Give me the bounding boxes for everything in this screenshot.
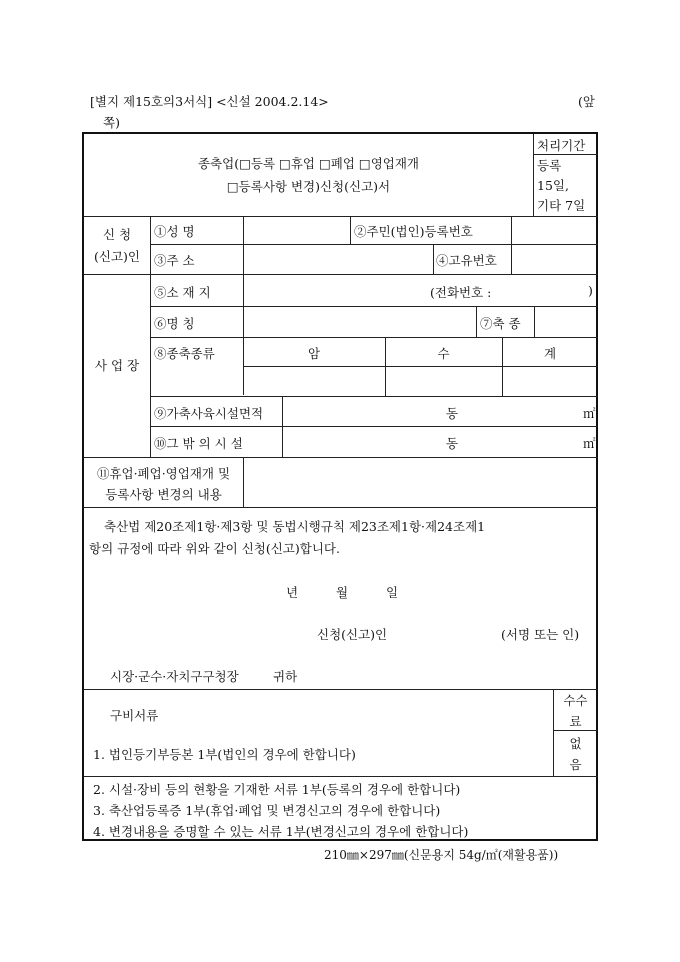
business-name-field[interactable] bbox=[245, 308, 475, 336]
document-item: 1. 법인등기부등본 1부(법인의 경우에 한합니다) bbox=[93, 747, 356, 762]
processing-period-line3: 기타 7일 bbox=[537, 198, 586, 213]
facility-area-label: ⑨가축사육시설면적 bbox=[154, 406, 264, 421]
unique-number-field[interactable] bbox=[513, 246, 597, 272]
application-form bbox=[82, 132, 598, 841]
document-item: 4. 변경내용을 증명할 수 있는 서류 1부(변경신고의 경우에 한합니다) bbox=[93, 824, 469, 839]
processing-period-label: 처리기간 bbox=[537, 138, 586, 153]
fee-value-1: 없 bbox=[569, 736, 582, 751]
applicant-section-label-1: 신 청 bbox=[102, 227, 132, 242]
business-name-label: ⑥명 칭 bbox=[154, 316, 195, 331]
changes-label-1: ⑪휴업·폐업·영업재개 및 bbox=[96, 466, 231, 481]
document-item: 2. 시설·장비 등의 현황을 기재한 서류 1부(등록의 경우에 한합니다) bbox=[93, 782, 461, 797]
documents-label: 구비서류 bbox=[110, 708, 159, 723]
document-item: 3. 축산업등록증 1부(휴업·폐업 및 변경신고의 경우에 한합니다) bbox=[93, 803, 441, 818]
fee-label-1: 수수 bbox=[563, 693, 588, 708]
facility-area-unit-dong: 동 bbox=[446, 406, 459, 421]
location-field[interactable] bbox=[245, 276, 425, 304]
changes-label-2: 등록사항 변경의 내용 bbox=[105, 487, 222, 502]
male-count-field[interactable] bbox=[387, 368, 501, 395]
species-field[interactable] bbox=[536, 308, 597, 336]
page-side-cont: 쪽) bbox=[103, 115, 120, 130]
form-title-line2: □등록사항 변경)신청(신고)서 bbox=[226, 179, 391, 194]
female-count-field[interactable] bbox=[245, 368, 384, 395]
other-facility-unit-sqm: ㎡ bbox=[583, 436, 596, 451]
col-male: 수 bbox=[437, 346, 450, 361]
other-facility-label: ⑩그 밖 의 시 설 bbox=[154, 436, 243, 451]
signature-note: (서명 또는 인) bbox=[501, 627, 580, 642]
col-total: 계 bbox=[543, 346, 557, 361]
page-side: (앞 bbox=[578, 94, 595, 109]
paper-spec: 210㎜×297㎜(신문용지 54g/㎡(재활용품)) bbox=[324, 848, 559, 862]
honorific: 귀하 bbox=[273, 669, 298, 684]
date-year: 년 bbox=[286, 585, 299, 600]
unique-number-label: ④고유번호 bbox=[436, 253, 497, 268]
declaration-text-1: 축산법 제20조제1항·제3항 및 동법시행규칙 제23조제1항·제24조제1 bbox=[104, 519, 486, 534]
address-field[interactable] bbox=[245, 246, 432, 272]
fee-label-2: 료 bbox=[569, 714, 582, 729]
breed-type-label: ⑧종축종류 bbox=[154, 346, 215, 361]
species-label: ⑦축 종 bbox=[480, 316, 521, 331]
declaration-text-2: 항의 규정에 따라 위와 같이 신청(신고)합니다. bbox=[89, 541, 340, 556]
business-section-label: 사 업 장 bbox=[94, 358, 140, 373]
resident-id-label: ②주민(법인)등록번호 bbox=[354, 224, 473, 239]
changes-content-field[interactable] bbox=[245, 459, 597, 505]
phone-label: (전화번호 : bbox=[430, 285, 492, 300]
form-title-line1: 종축업(□등록 □휴업 □폐업 □영업재개 bbox=[197, 156, 419, 171]
phone-close: ) bbox=[588, 283, 593, 298]
addressee: 시장·군수·자치구구청장 bbox=[110, 669, 239, 684]
name-field[interactable] bbox=[245, 217, 349, 243]
address-label: ③주 소 bbox=[154, 253, 195, 268]
applicant-section-label-2: (신고)인 bbox=[94, 249, 140, 264]
processing-period-line2: 15일, bbox=[537, 178, 569, 193]
col-female: 암 bbox=[307, 346, 321, 361]
location-label: ⑤소 재 지 bbox=[154, 285, 211, 300]
date-day: 일 bbox=[386, 585, 399, 600]
form-reference: [별지 제15호의3서식] <신설 2004.2.14> bbox=[90, 94, 329, 109]
processing-period-line1: 등록 bbox=[537, 158, 562, 173]
resident-id-field[interactable] bbox=[513, 217, 597, 243]
other-facility-unit-dong: 동 bbox=[446, 436, 459, 451]
facility-area-unit-sqm: ㎡ bbox=[583, 406, 596, 421]
fee-value-2: 음 bbox=[569, 757, 582, 772]
total-count-field[interactable] bbox=[504, 368, 597, 395]
name-label: ①성 명 bbox=[154, 224, 195, 239]
date-month: 월 bbox=[336, 585, 349, 600]
applicant-signature-label: 신청(신고)인 bbox=[317, 627, 388, 642]
